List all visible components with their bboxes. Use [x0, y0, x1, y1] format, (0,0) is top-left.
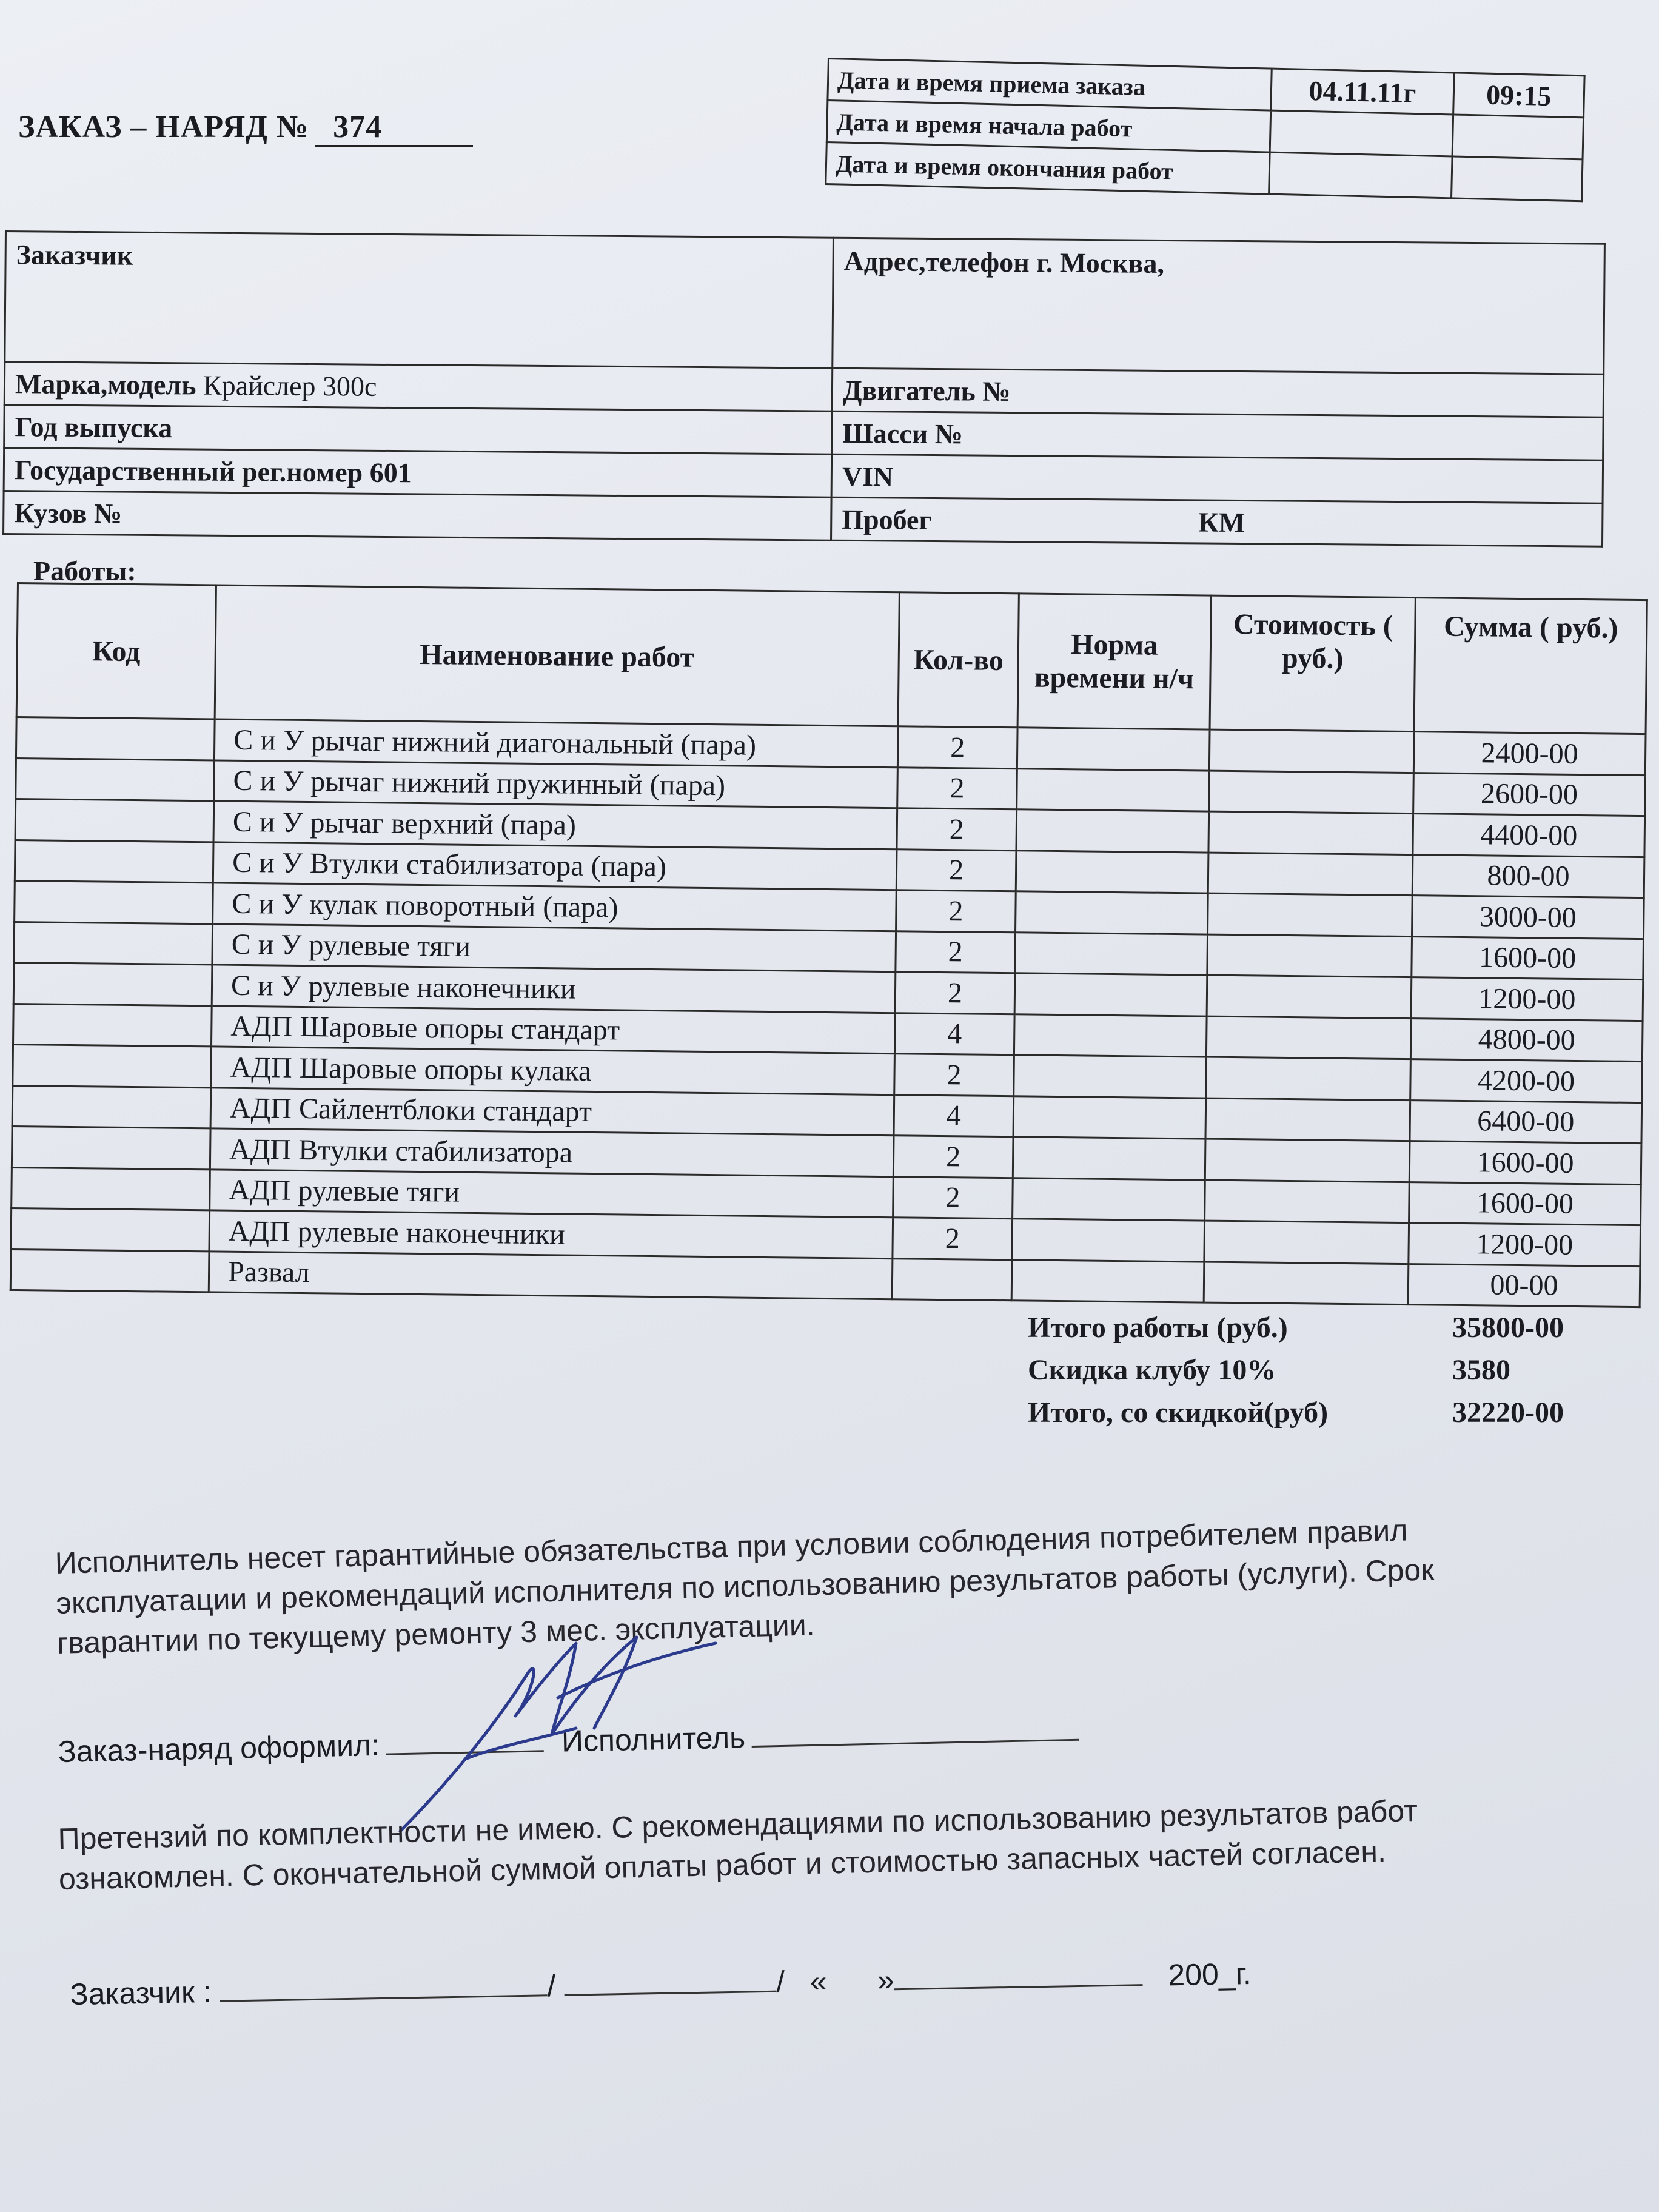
- qty-cell: 2: [894, 1054, 1014, 1096]
- qty-cell: 2: [897, 767, 1017, 809]
- code-cell: [16, 758, 215, 801]
- qty-cell: 4: [894, 1094, 1014, 1137]
- work-name-cell: С и У рычаг верхний (пара): [213, 801, 897, 849]
- date-label: Дата и время приема заказа: [828, 59, 1272, 111]
- date-value: 04.11.11г: [1271, 69, 1454, 115]
- date-blank: [894, 1984, 1143, 1990]
- dates-table: [825, 58, 1585, 202]
- cost-cell: [1205, 1098, 1410, 1141]
- sum-cell: 1600-00: [1409, 1141, 1641, 1184]
- norm-cell: [1013, 1178, 1205, 1221]
- slash: /: [776, 1965, 785, 1999]
- reg-number-label: Государственный рег.номер 601: [4, 448, 832, 498]
- code-cell: [15, 880, 213, 923]
- cost-cell: [1204, 1221, 1409, 1264]
- sum-cell: 1200-00: [1411, 977, 1643, 1021]
- qty-cell: 2: [895, 972, 1015, 1014]
- col-norm: Норма времени н/ч: [1017, 594, 1211, 729]
- norm-cell: [1016, 809, 1209, 853]
- cost-cell: [1208, 893, 1413, 936]
- order-title-label: ЗАКАЗ – НАРЯД №: [18, 110, 309, 144]
- sum-cell: 6400-00: [1410, 1100, 1642, 1143]
- code-cell: [15, 799, 214, 842]
- cost-cell: [1209, 729, 1414, 773]
- make-model-cell: [4, 362, 833, 412]
- sum-cell: 2600-00: [1413, 773, 1646, 816]
- qty-cell: 2: [893, 1176, 1013, 1219]
- final-label: Итого, со скидкой(руб): [1028, 1396, 1329, 1429]
- sum-cell: 3000-00: [1412, 896, 1644, 939]
- code-cell: [14, 922, 213, 965]
- works-section-label: Работы:: [33, 555, 136, 586]
- norm-cell: [1013, 1096, 1206, 1139]
- work-name-cell: Развал: [209, 1251, 893, 1299]
- cost-cell: [1206, 1057, 1411, 1100]
- time-value: [1452, 156, 1583, 201]
- cost-cell: [1209, 771, 1414, 814]
- issued-label: Заказ-наряд оформил:: [58, 1728, 380, 1769]
- qty-cell: [892, 1258, 1012, 1301]
- qty-cell: 2: [893, 1218, 1013, 1260]
- norm-cell: [1016, 891, 1208, 934]
- code-cell: [11, 1208, 210, 1251]
- sum-cell: 2400-00: [1413, 732, 1646, 775]
- qty-cell: 2: [897, 808, 1017, 851]
- code-cell: [12, 1126, 210, 1169]
- vin-label: VIN: [831, 454, 1603, 503]
- cost-cell: [1206, 1016, 1411, 1059]
- col-code: Код: [16, 583, 216, 719]
- work-name-cell: АДП рулевые тяги: [210, 1169, 894, 1217]
- code-cell: [15, 840, 213, 883]
- sum-cell: 1600-00: [1412, 936, 1644, 979]
- customer-sign-blank: [220, 1994, 548, 2002]
- code-cell: [13, 1044, 212, 1087]
- order-title: [18, 109, 473, 147]
- totals-block: [1028, 1307, 1564, 1434]
- discount-label: Скидка клубу 10%: [1028, 1354, 1276, 1386]
- warranty-text: Исполнитель несет гарантийные обязательства при условии соблюдения потребителем правил эксплуатации и рекомендаций исполнителя по использованию результатов работы (услуги). Срок гварантии по текущему ремонту 3 мес. эксплуатации.: [55, 1513, 1435, 1660]
- executor-blank: [751, 1739, 1079, 1748]
- quote-open: «: [809, 1964, 828, 1999]
- col-sum: Сумма ( руб.): [1414, 598, 1647, 734]
- sum-cell: 4400-00: [1413, 814, 1645, 857]
- sum-cell: 4800-00: [1410, 1018, 1643, 1061]
- make-label: Марка,модель: [15, 367, 196, 400]
- chassis-label: Шасси №: [832, 411, 1604, 460]
- info-row: [5, 232, 1605, 375]
- work-name-cell: АДП Втулки стабилизатора: [210, 1128, 894, 1176]
- norm-cell: [1013, 1137, 1205, 1180]
- quote-close: »: [877, 1963, 895, 1997]
- qty-cell: 2: [897, 726, 1017, 769]
- order-number: 374: [315, 109, 473, 147]
- works-table: [10, 582, 1648, 1308]
- qty-cell: 2: [896, 890, 1016, 933]
- sum-cell: 4200-00: [1410, 1059, 1643, 1102]
- date-value: [1270, 110, 1453, 156]
- qty-cell: 2: [896, 849, 1016, 891]
- code-cell: [16, 717, 215, 760]
- mileage-cell: [831, 497, 1603, 546]
- make-value: Крайслер 300с: [203, 369, 377, 402]
- engine-label: Двигатель №: [832, 368, 1604, 417]
- cost-cell: [1205, 1139, 1410, 1182]
- work-name-cell: АДП Шаровые опоры кулака: [211, 1047, 895, 1094]
- customer-signature-line: [70, 1956, 1252, 2012]
- cost-cell: [1208, 853, 1413, 896]
- executor-label: Исполнитель: [561, 1720, 746, 1758]
- norm-cell: [1016, 850, 1208, 893]
- final-value: 32220-00: [1452, 1396, 1564, 1429]
- date-label: Дата и время окончания работ: [826, 142, 1270, 194]
- code-cell: [12, 1085, 211, 1128]
- norm-cell: [1012, 1219, 1205, 1262]
- work-name-cell: АДП Сайлентблоки стандарт: [210, 1087, 894, 1135]
- work-name-cell: С и У рулевые наконечники: [212, 965, 896, 1013]
- date-value: [1269, 152, 1452, 198]
- works-body: [10, 717, 1646, 1307]
- cost-cell: [1204, 1262, 1409, 1305]
- year-label: Год выпуска: [4, 405, 833, 455]
- customer-sign-label: Заказчик :: [70, 1974, 212, 2011]
- customer-name-blank: [564, 1991, 776, 1996]
- works-header-row: [16, 583, 1647, 734]
- slash: /: [546, 1969, 556, 2003]
- total-row: [1028, 1307, 1564, 1349]
- qty-cell: 4: [894, 1013, 1014, 1055]
- col-cost: Стоимость ( руб.): [1210, 595, 1415, 732]
- work-name-cell: АДП рулевые наконечники: [209, 1210, 893, 1258]
- discount-value: 3580: [1452, 1354, 1510, 1386]
- sum-cell: 1600-00: [1409, 1182, 1641, 1225]
- cost-cell: [1208, 811, 1413, 854]
- cost-cell: [1207, 934, 1412, 977]
- total-label: Итого работы (руб.): [1028, 1312, 1288, 1344]
- work-name-cell: АДП Шаровые опоры стандарт: [211, 1005, 895, 1053]
- norm-cell: [1014, 1055, 1207, 1098]
- col-qty: Кол-во: [898, 592, 1019, 728]
- work-name-cell: С и У рычаг нижний пружинный (пара): [214, 760, 898, 808]
- code-cell: [10, 1249, 209, 1292]
- work-name-cell: С и У кулак поворотный (пара): [213, 883, 897, 931]
- customer-label: Заказчик: [5, 232, 834, 369]
- work-name-cell: С и У рычаг нижний диагональный (пара): [214, 719, 898, 767]
- norm-cell: [1017, 768, 1210, 811]
- work-name-cell: С и У Втулки стабилизатора (пара): [213, 842, 897, 890]
- norm-cell: [1014, 1014, 1207, 1057]
- qty-cell: 2: [896, 931, 1016, 973]
- mileage-unit: КМ: [1198, 506, 1245, 538]
- code-cell: [12, 1167, 210, 1210]
- final-row: [1028, 1392, 1564, 1434]
- code-cell: [13, 1004, 212, 1047]
- sum-cell: 1200-00: [1409, 1223, 1641, 1266]
- code-cell: [13, 962, 212, 1005]
- col-name: Наименование работ: [215, 585, 899, 726]
- sum-cell: 00-00: [1408, 1264, 1640, 1307]
- customer-info-table: [2, 230, 1606, 548]
- year-text: 200_г.: [1167, 1956, 1252, 1992]
- work-name-cell: С и У рулевые тяги: [212, 923, 896, 971]
- norm-cell: [1015, 932, 1208, 975]
- claims-text: Претензий по комплектности не имею. С рекомендациями по использованию результатов работ ознакомлен. С окончательной суммой оплаты работ и стоимостью запасных частей согласен.: [58, 1794, 1418, 1896]
- address-label: Адрес,телефон г. Москва,: [833, 238, 1605, 374]
- total-value: 35800-00: [1452, 1312, 1564, 1344]
- body-label: Кузов №: [4, 491, 832, 540]
- qty-cell: 2: [893, 1136, 1013, 1178]
- mileage-label: Пробег: [842, 503, 932, 535]
- time-value: [1452, 115, 1584, 159]
- norm-cell: [1011, 1259, 1204, 1302]
- cost-cell: [1205, 1180, 1410, 1223]
- discount-row: [1028, 1349, 1564, 1392]
- time-value: 09:15: [1453, 73, 1585, 118]
- sum-cell: 800-00: [1412, 854, 1644, 897]
- cost-cell: [1207, 975, 1412, 1018]
- norm-cell: [1014, 973, 1207, 1016]
- norm-cell: [1017, 728, 1210, 771]
- date-label: Дата и время начала работ: [826, 101, 1270, 153]
